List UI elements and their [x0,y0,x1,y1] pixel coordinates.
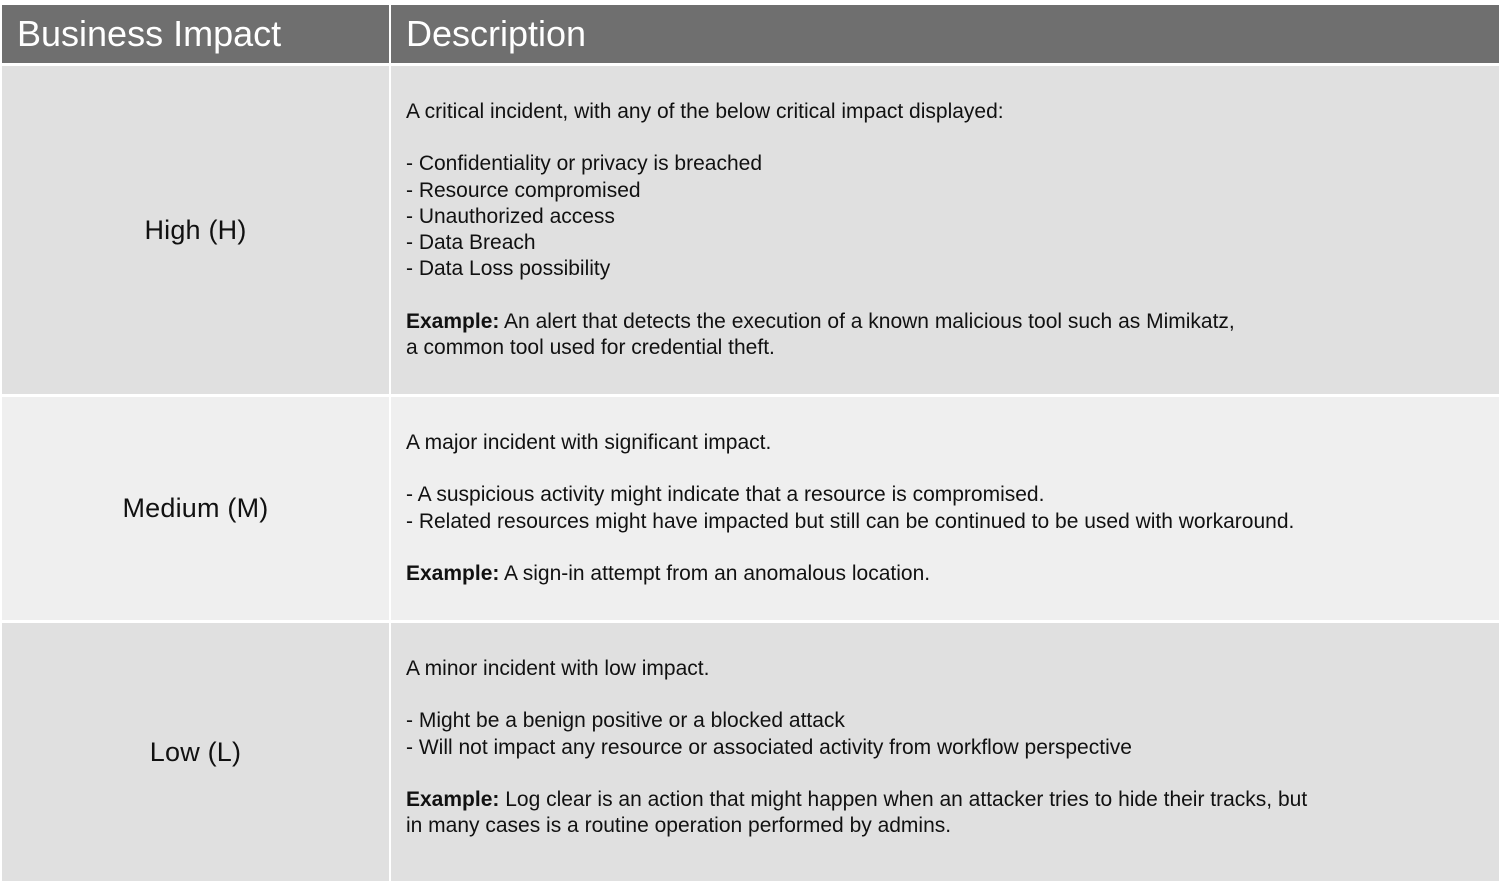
bullet-item: - Data Loss possibility [406,257,611,281]
example-label: Example: [406,787,500,811]
example-line: Log clear is an action that might happen when an attacker tries to hide their tracks, but [499,787,1308,811]
bullet-item: - A suspicious activity might indicate that a resource is compromised. [406,483,1045,507]
impact-high-label: High (H) [2,66,389,394]
bullet-item: - Will not impact any resource or associated activity from workflow perspective [406,735,1132,759]
example-text [406,787,1499,813]
example-line: A sign-in attempt from an anomalous location. [499,561,931,585]
bullet-item: - Unauthorized access [406,204,615,228]
description-medium [391,397,1499,620]
header-description: Description [391,5,1499,63]
example-line: An alert that detects the execution of a known malicious tool such as Mimikatz, [499,309,1235,333]
description-low [391,623,1499,881]
bullet-item: - Resource compromised [406,178,641,202]
bullet-item: - Might be a benign positive or a blocked attack [406,709,845,733]
business-impact-table [2,5,1499,881]
example-text [406,309,1499,335]
bullet-item: - Data Breach [406,231,536,254]
impact-medium-label: Medium (M) [2,397,389,620]
description-intro: A major incident with significant impact. [406,431,772,454]
bullet-item: - Confidentiality or privacy is breached [406,152,762,176]
example-line-continued: a common tool used for credential theft. [406,335,775,359]
impact-low-label: Low (L) [2,623,389,881]
example-label: Example: [406,561,500,585]
example-text [406,561,1499,587]
bullet-item: - Related resources might have impacted but still can be continued to be used with workaround. [406,509,1295,533]
description-intro: A critical incident, with any of the below critical impact displayed: [406,100,1004,123]
header-business-impact: Business Impact [2,5,389,63]
example-label: Example: [406,309,500,333]
example-line-continued: in many cases is a routine operation performed by admins. [406,814,952,838]
description-high [391,66,1499,394]
description-intro: A minor incident with low impact. [406,657,710,680]
